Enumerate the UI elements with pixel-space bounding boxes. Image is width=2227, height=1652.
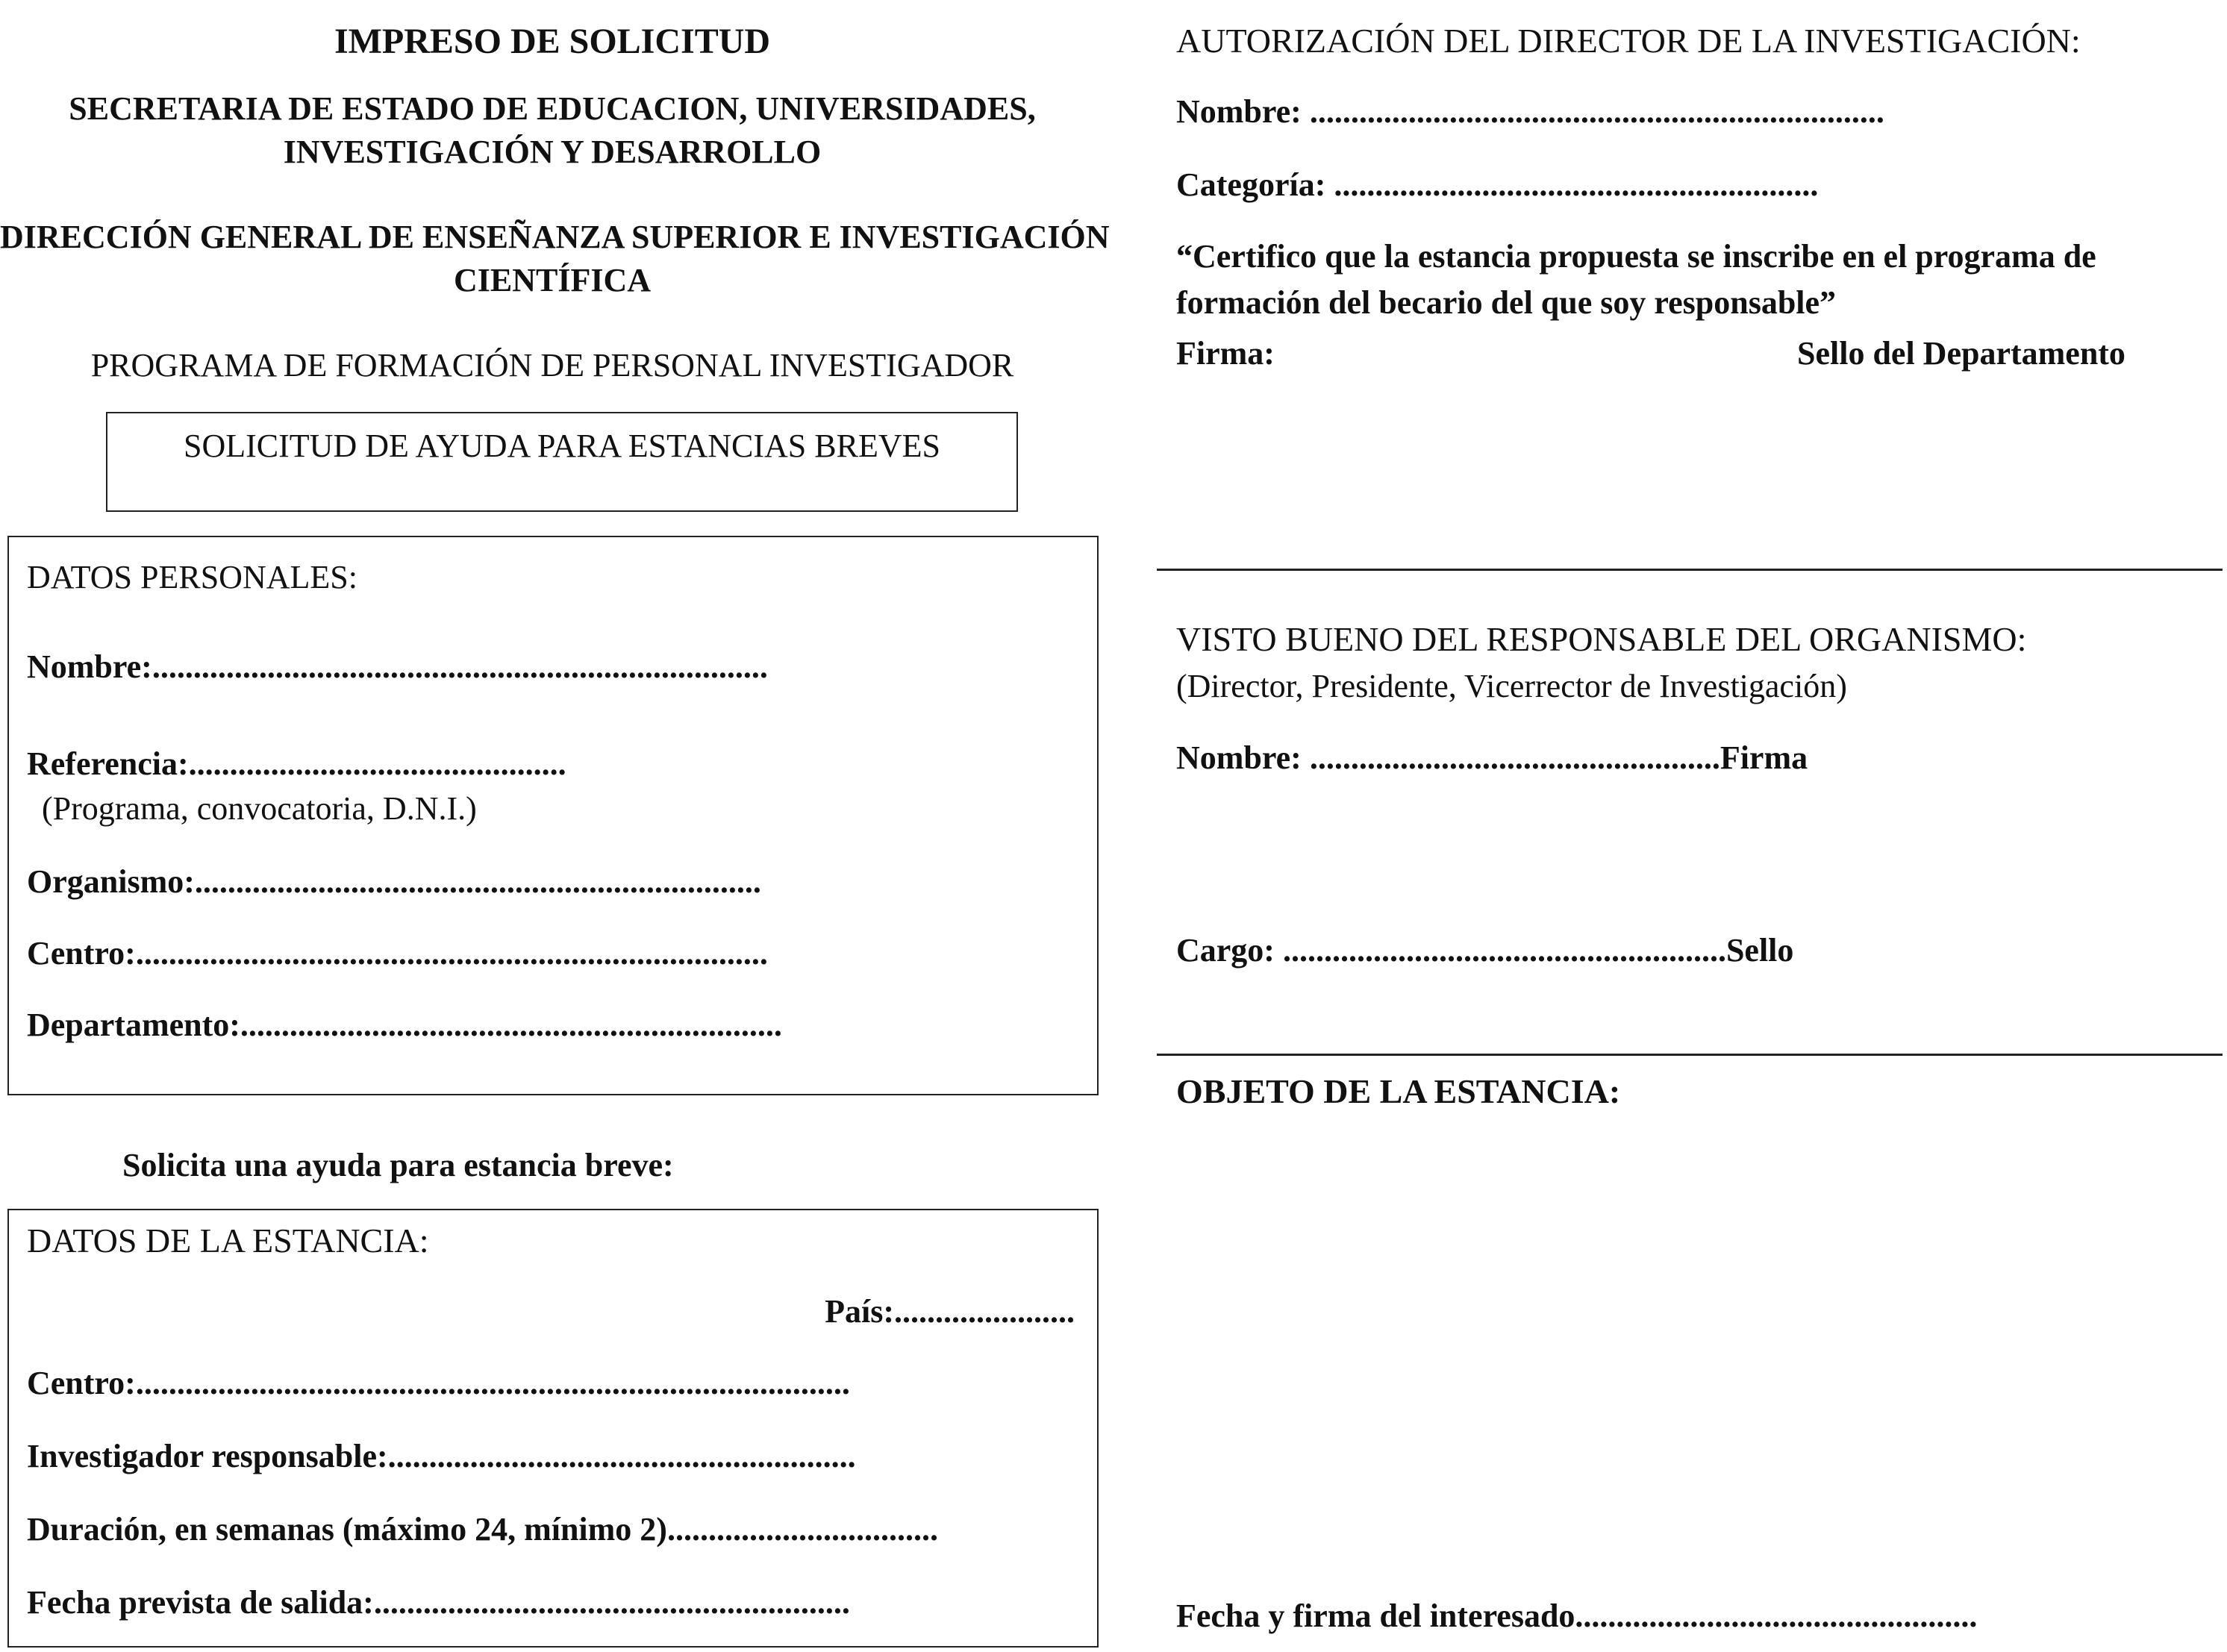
director-nombre-field[interactable]: Nombre: ......................................................................: [1176, 93, 1884, 130]
stay-investigador-field[interactable]: Investigador responsable:.........................................................: [27, 1438, 856, 1474]
stay-data-title: DATOS DE LA ESTANCIA:: [27, 1221, 429, 1260]
director-categoria-field[interactable]: Categoría: ...........................................................: [1176, 166, 1819, 203]
section-divider-1: [1157, 569, 2223, 571]
ministry-line-2: INVESTIGACIÓN Y DESARROLLO: [283, 134, 822, 170]
personal-referencia-field[interactable]: Referencia:..............................................: [27, 745, 566, 782]
personal-departamento-field[interactable]: Departamento:..................................................................: [27, 1007, 782, 1043]
director-firma-label: Firma:: [1176, 335, 1275, 372]
visto-bueno-nombre-field[interactable]: Nombre: ..................................................Firma: [1176, 739, 1808, 776]
visto-bueno-title: VISTO BUENO DEL RESPONSABLE DEL ORGANISMO:: [1176, 620, 2027, 658]
form-title: IMPRESO DE SOLICITUD: [334, 22, 771, 61]
department-seal-label: Sello del Departamento: [1797, 335, 2126, 372]
certification-line-1: “Certifico que la estancia propuesta se inscribe en el programa de: [1176, 238, 2096, 275]
personal-centro-field[interactable]: Centro:.............................................................................: [27, 935, 768, 972]
personal-data-title: DATOS PERSONALES:: [27, 559, 357, 595]
personal-organismo-field[interactable]: Organismo:.....................................................................: [27, 863, 761, 900]
personal-data-box: [7, 536, 1099, 1095]
stay-pais-field[interactable]: País:......................: [825, 1293, 1075, 1330]
directorate-line-2: CIENTÍFICA: [453, 262, 652, 298]
referencia-hint: (Programa, convocatoria, D.N.I.): [42, 790, 477, 827]
program-name: PROGRAMA DE FORMACIÓN DE PERSONAL INVESTIGADOR: [90, 347, 1014, 384]
request-statement: Solicita una ayuda para estancia breve:: [122, 1147, 674, 1183]
request-title: SOLICITUD DE AYUDA PARA ESTANCIAS BREVES: [184, 428, 940, 464]
request-title-box: [106, 412, 1018, 512]
personal-nombre-field[interactable]: Nombre:...........................................................................: [27, 648, 768, 685]
stay-fecha-salida-field[interactable]: Fecha prevista de salida:..........................................................: [27, 1584, 850, 1621]
visto-bueno-cargo-field[interactable]: Cargo: ......................................................Sello: [1176, 932, 1794, 969]
certification-line-2: formación del becario del que soy responsable”: [1176, 284, 1837, 321]
director-section-title: AUTORIZACIÓN DEL DIRECTOR DE LA INVESTIGACIÓN:: [1176, 22, 2081, 60]
stay-data-box: [7, 1209, 1099, 1648]
directorate-line-1: DIRECCIÓN GENERAL DE ENSEÑANZA SUPERIOR E INVESTIGACIÓN: [0, 219, 1110, 255]
objeto-section-title: OBJETO DE LA ESTANCIA:: [1176, 1072, 1621, 1110]
stay-centro-field[interactable]: Centro:.......................................................................................: [27, 1365, 850, 1401]
ministry-line-1: SECRETARIA DE ESTADO DE EDUCACION, UNIVERSIDADES,: [69, 90, 1036, 127]
fecha-firma-field[interactable]: Fecha y firma del interesado.................................................: [1176, 1598, 1978, 1634]
visto-bueno-subtitle: (Director, Presidente, Vicerrector de Investigación): [1176, 668, 1847, 704]
section-divider-2: [1157, 1054, 2223, 1056]
stay-duracion-field[interactable]: Duración, en semanas (máximo 24, mínimo 2).................................: [27, 1511, 938, 1548]
